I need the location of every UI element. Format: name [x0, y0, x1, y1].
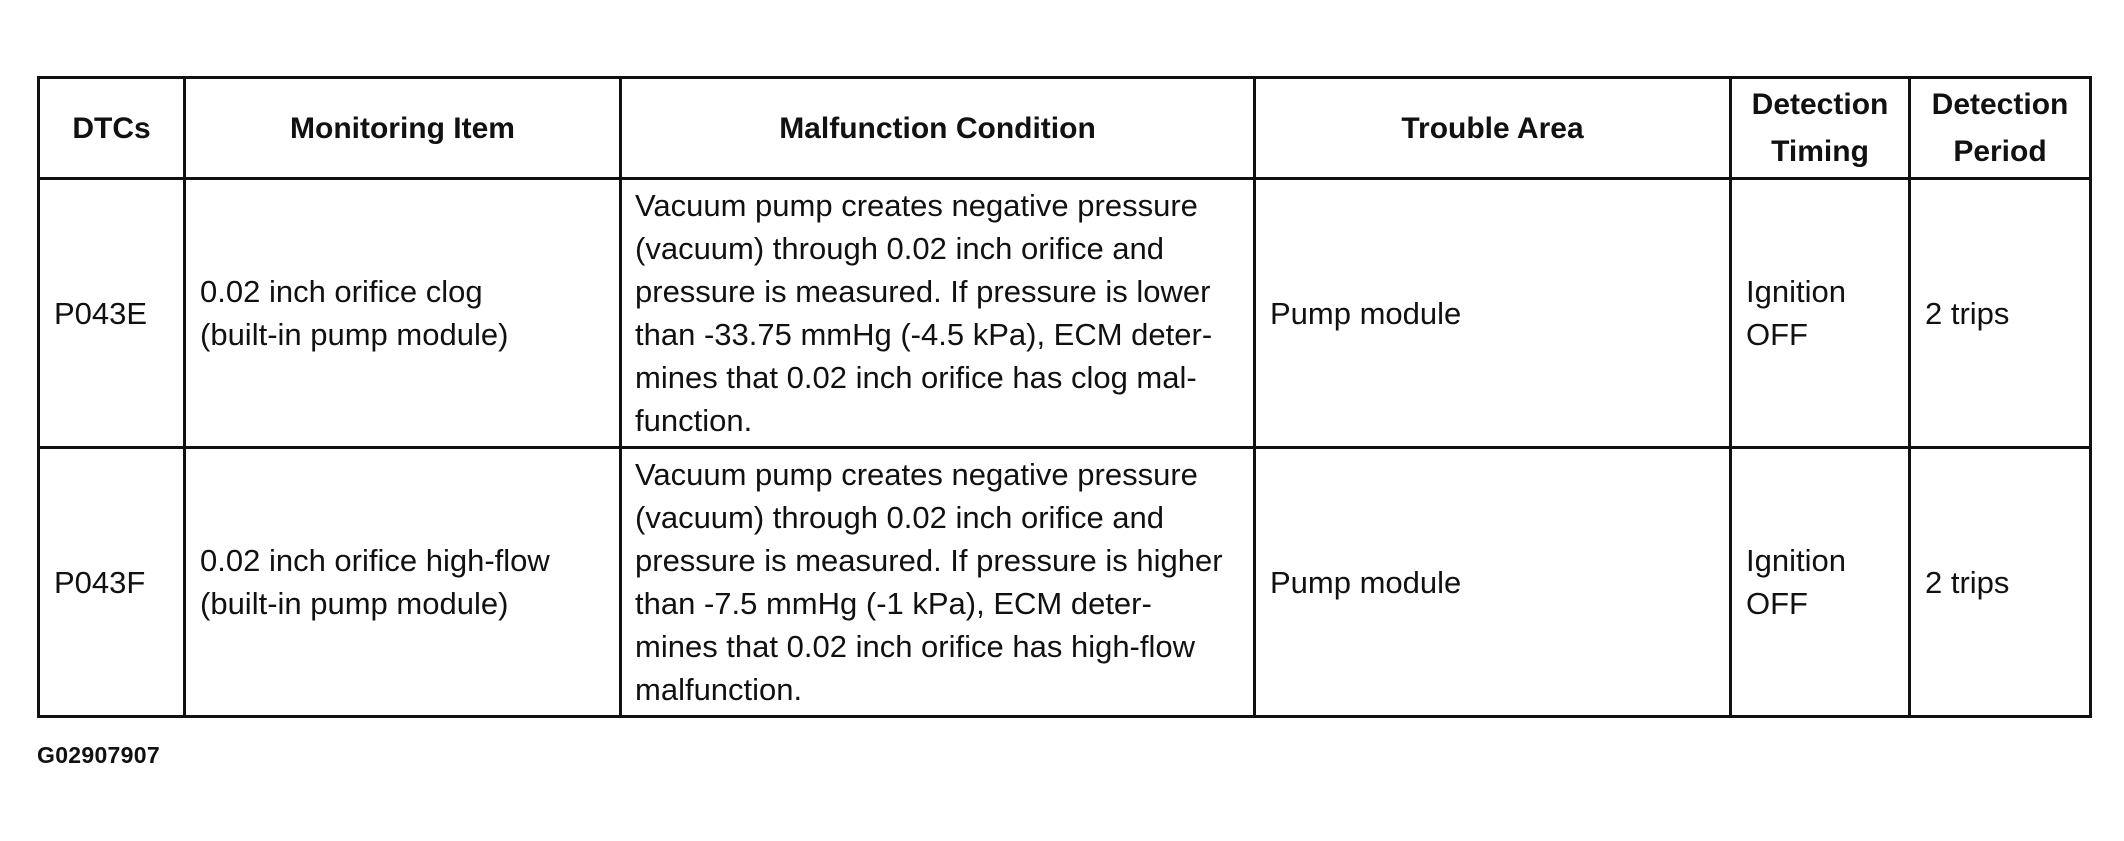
header-detection-period [1910, 78, 2091, 179]
monitoring-item-line: (built-in pump module) [200, 586, 509, 621]
condition-line: than -7.5 mmHg (-1 kPa), ECM deter- [635, 586, 1152, 621]
detection-timing-line: OFF [1746, 317, 1808, 352]
condition-line: Vacuum pump creates negative pressure [635, 188, 1198, 223]
monitoring-item-line: 0.02 inch orifice high-flow [200, 543, 550, 578]
cell-malfunction-condition [621, 448, 1255, 717]
condition-line: Vacuum pump creates negative pressure [635, 457, 1198, 492]
condition-line: pressure is measured. If pressure is higher [635, 543, 1223, 578]
condition-line: mines that 0.02 inch orifice has high-flow [635, 629, 1196, 664]
header-dtcs [39, 78, 185, 179]
header-detection-timing [1731, 78, 1910, 179]
monitoring-item-line: (built-in pump module) [200, 317, 509, 352]
condition-line: mines that 0.02 inch orifice has clog mal- [635, 360, 1197, 395]
header-malfunction-condition-line-1: Malfunction Condition [779, 111, 1096, 145]
detection-timing-line: Ignition [1746, 274, 1846, 309]
cell-trouble-area [1255, 179, 1731, 448]
table-row [39, 179, 2091, 448]
detection-timing-line: Ignition [1746, 543, 1846, 578]
header-detection-timing-line-2: Timing [1771, 135, 1869, 168]
cell-detection-period [1910, 179, 2091, 448]
cell-detection-timing [1731, 179, 1910, 448]
condition-line: (vacuum) through 0.02 inch orifice and [635, 500, 1165, 535]
monitoring-item-line: 0.02 inch orifice clog [200, 274, 483, 309]
condition-line: pressure is measured. If pressure is lower [635, 274, 1211, 309]
detection-timing-line: OFF [1746, 586, 1808, 621]
dtc-table [37, 76, 2092, 718]
trouble-area-text: Pump module [1270, 295, 1462, 331]
cell-malfunction-condition [621, 179, 1255, 448]
condition-line: than -33.75 mmHg (-4.5 kPa), ECM deter- [635, 317, 1213, 352]
header-malfunction-condition [621, 78, 1255, 179]
cell-dtc [39, 448, 185, 717]
trouble-area-text: Pump module [1270, 564, 1462, 600]
figure-id: G02907907 [37, 742, 160, 768]
header-detection-period-line-2: Period [1953, 135, 2047, 168]
condition-line: malfunction. [635, 672, 803, 707]
header-trouble-area-line-1: Trouble Area [1401, 111, 1584, 145]
condition-line: (vacuum) through 0.02 inch orifice and [635, 231, 1165, 266]
header-row [39, 78, 2091, 179]
cell-detection-timing [1731, 448, 1910, 717]
header-detection-period-line-1: Detection [1931, 88, 2069, 121]
cell-dtc [39, 179, 185, 448]
header-detection-timing-line-1: Detection [1751, 88, 1889, 121]
detection-period-text: 2 trips [1925, 295, 2010, 331]
header-trouble-area [1255, 78, 1731, 179]
dtc-code: P043E [54, 295, 148, 331]
condition-line: function. [635, 403, 753, 438]
detection-period-text: 2 trips [1925, 564, 2010, 600]
cell-monitoring-item [185, 448, 621, 717]
cell-detection-period [1910, 448, 2091, 717]
header-dtcs-line-1: DTCs [72, 111, 151, 145]
cell-trouble-area [1255, 448, 1731, 717]
dtc-code: P043F [54, 564, 146, 600]
header-monitoring-item-line-1: Monitoring Item [290, 111, 515, 145]
cell-monitoring-item [185, 179, 621, 448]
table-row [39, 448, 2091, 717]
header-monitoring-item [185, 78, 621, 179]
